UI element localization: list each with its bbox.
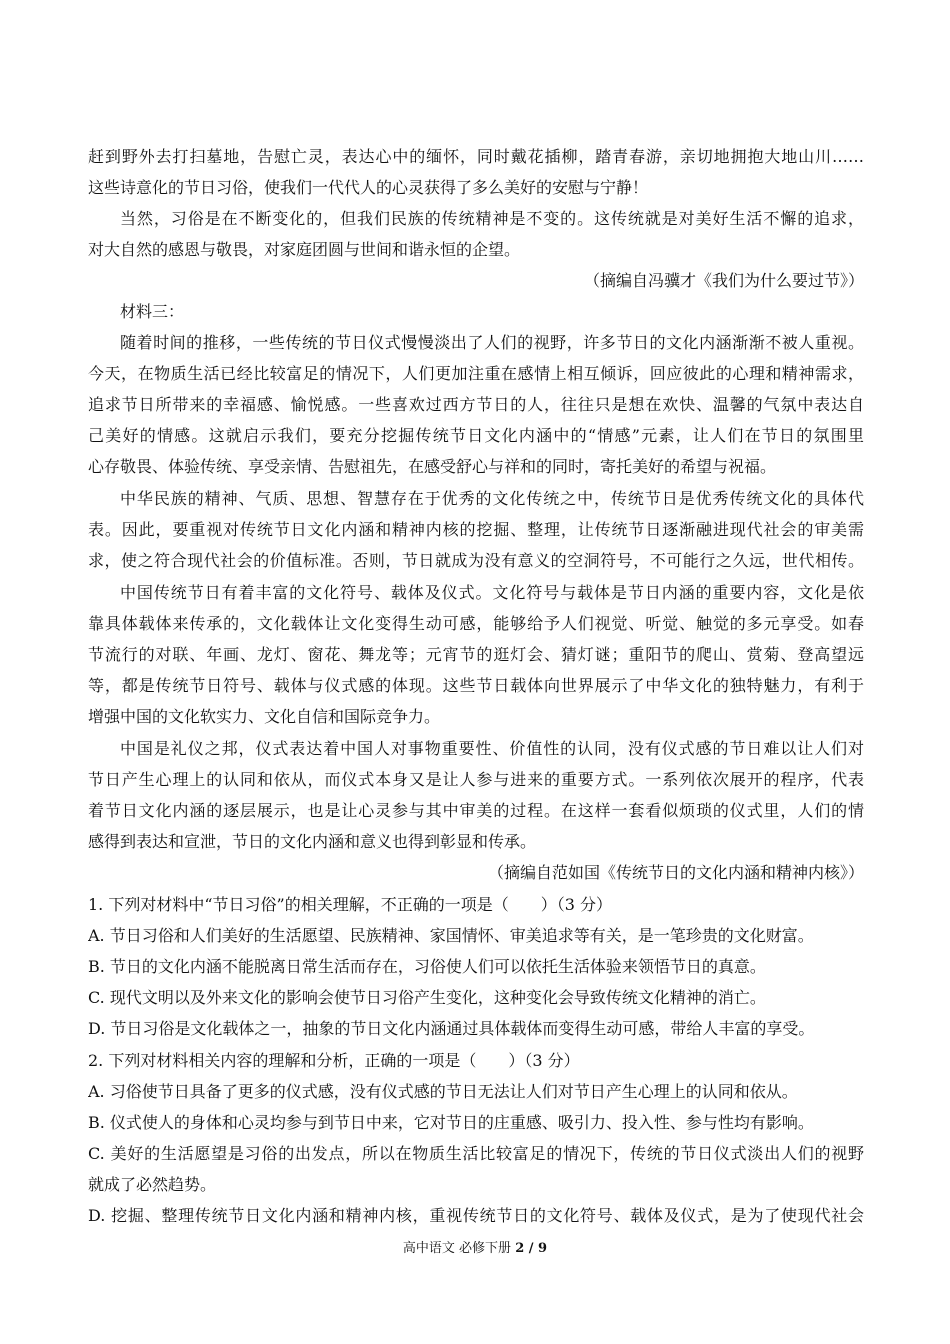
page-footer [0,1240,950,1258]
question-stem: 2. 下列对材料相关内容的理解和分析，正确的一项是（ ）（3 分） [88,1051,580,1070]
text-line: 中国是礼仪之邦，仪式表达着中国人对事物重要性、价值性的认同，没有仪式感的节日难以让人们对 [120,739,864,758]
text-line: 己美好的情感。这就启示我们，要充分挖掘传统节日文化内涵中的“情感”元素，让人们在节日的氛围里 [88,426,864,445]
text-line: 等，都是传统节日符号、载体与仪式感的体现。这些节日载体向世界展示了中华文化的独特魅力，有利于 [88,676,864,695]
question-stem: 1. 下列对材料中“节日习俗”的相关理解，不正确的一项是（ ）（3 分） [88,895,612,914]
text-line: 着节日文化内涵的逐层展示，也是让心灵参与其中审美的过程。在这样一套看似烦琐的仪式里，人们的情 [88,801,864,820]
text-line: 追求节日所带来的幸福感、愉悦感。一些喜欢过西方节日的人，往往只是想在欢快、温馨的气氛中表达自 [88,395,864,414]
answer-option: A. 习俗使节日具备了更多的仪式感，没有仪式感的节日无法让人们对节日产生心理上的认同和依从。 [88,1082,798,1101]
answer-option-continuation: 就成了必然趋势。 [88,1175,217,1194]
text-line: 随着时间的推移，一些传统的节日仪式慢慢淡出了人们的视野，许多节日的文化内涵渐渐不被人重视。 [120,333,864,352]
answer-option: D. 挖掘、整理传统节日文化内涵和精神内核，重视传统节日的文化符号、载体及仪式，是为了使现代社会 [88,1206,864,1225]
text-line: 中国传统节日有着丰富的文化符号、载体及仪式。文化符号与载体是节日内涵的重要内容，文化是依 [120,583,864,602]
text-line: 增强中国的文化软实力、文化自信和国际竞争力。 [88,707,441,726]
text-line: 对大自然的感恩与敬畏，对家庭团圆与世间和谐永恒的企望。 [88,240,521,259]
answer-option: B. 仪式使人的身体和心灵均参与到节日中来，它对节日的庄重感、吸引力、投入性、参与性均有影响。 [88,1113,814,1132]
text-line: 求，使之符合现代社会的价值标准。否则，节日就成为没有意义的空洞符号，不可能行之久远，世代相传。 [88,551,864,570]
footer-label: 高中语文 必修下册 [402,1241,516,1256]
source-citation: （摘编自范如国《传统节日的文化内涵和精神内核》） [487,863,864,882]
text-line: 感得到表达和宣泄，节日的文化内涵和意义也得到彰显和传承。 [88,832,537,851]
answer-option: B. 节日的文化内涵不能脱离日常生活而存在，习俗使人们可以依托生活体验来领悟节日的真意。 [88,957,766,976]
page-number: 2 / 9 [515,1241,548,1256]
text-line: 赶到野外去打扫墓地，告慰亡灵，表达心中的缅怀，同时戴花插柳，踏青春游，亲切地拥抱大地山川…… [88,147,864,166]
text-line: 节流行的对联、年画、龙灯、窗花、舞龙等；元宵节的逛灯会、猜灯谜；重阳节的爬山、赏菊、登高望远 [88,645,864,664]
answer-option: D. 节日习俗是文化载体之一，抽象的节日文化内涵通过具体载体而变得生动可感，带给人丰富的享受。 [88,1019,815,1038]
text-line: 这些诗意化的节日习俗，使我们一代代人的心灵获得了多么美好的安慰与宁静！ [88,178,649,197]
text-line: 靠具体载体来传承的，文化载体让文化变得生动可感，能够给予人们视觉、听觉、触觉的多元享受。如春 [88,614,864,633]
answer-option: A. 节日习俗和人们美好的生活愿望、民族精神、家国情怀、审美追求等有关，是一笔珍贵的文化财富。 [88,926,814,945]
section-label: 材料三： [120,302,185,321]
text-line: 表。因此，要重视对传统节日文化内涵和精神内核的挖掘、整理，让传统节日逐渐融进现代社会的审美需 [88,520,864,539]
text-line: 节日产生心理上的认同和依从，而仪式本身又是让人参与进来的重要方式。一系列依次展开的程序，代表 [88,770,864,789]
text-line: 心存敬畏、体验传统、享受亲情、告慰祖先，在感受舒心与祥和的同时，寄托美好的希望与祝福。 [88,457,777,476]
source-citation: （摘编自冯骥才《我们为什么要过节》） [583,271,864,290]
text-line: 中华民族的精神、气质、思想、智慧存在于优秀的文化传统之中，传统节日是优秀传统文化的具体代 [120,489,864,508]
answer-option: C. 现代文明以及外来文化的影响会使节日习俗产生变化，这种变化会导致传统文化精神的消亡。 [88,988,766,1007]
text-line: 当然，习俗是在不断变化的，但我们民族的传统精神是不变的。这传统就是对美好生活不懈的追求， [120,209,864,228]
text-line: 今天，在物质生活已经比较富足的情况下，人们更加注重在感情上相互倾诉，回应彼此的心理和精神需求， [88,364,864,383]
answer-option: C. 美好的生活愿望是习俗的出发点，所以在物质生活比较富足的情况下，传统的节日仪式淡出人们的视野 [88,1144,864,1163]
